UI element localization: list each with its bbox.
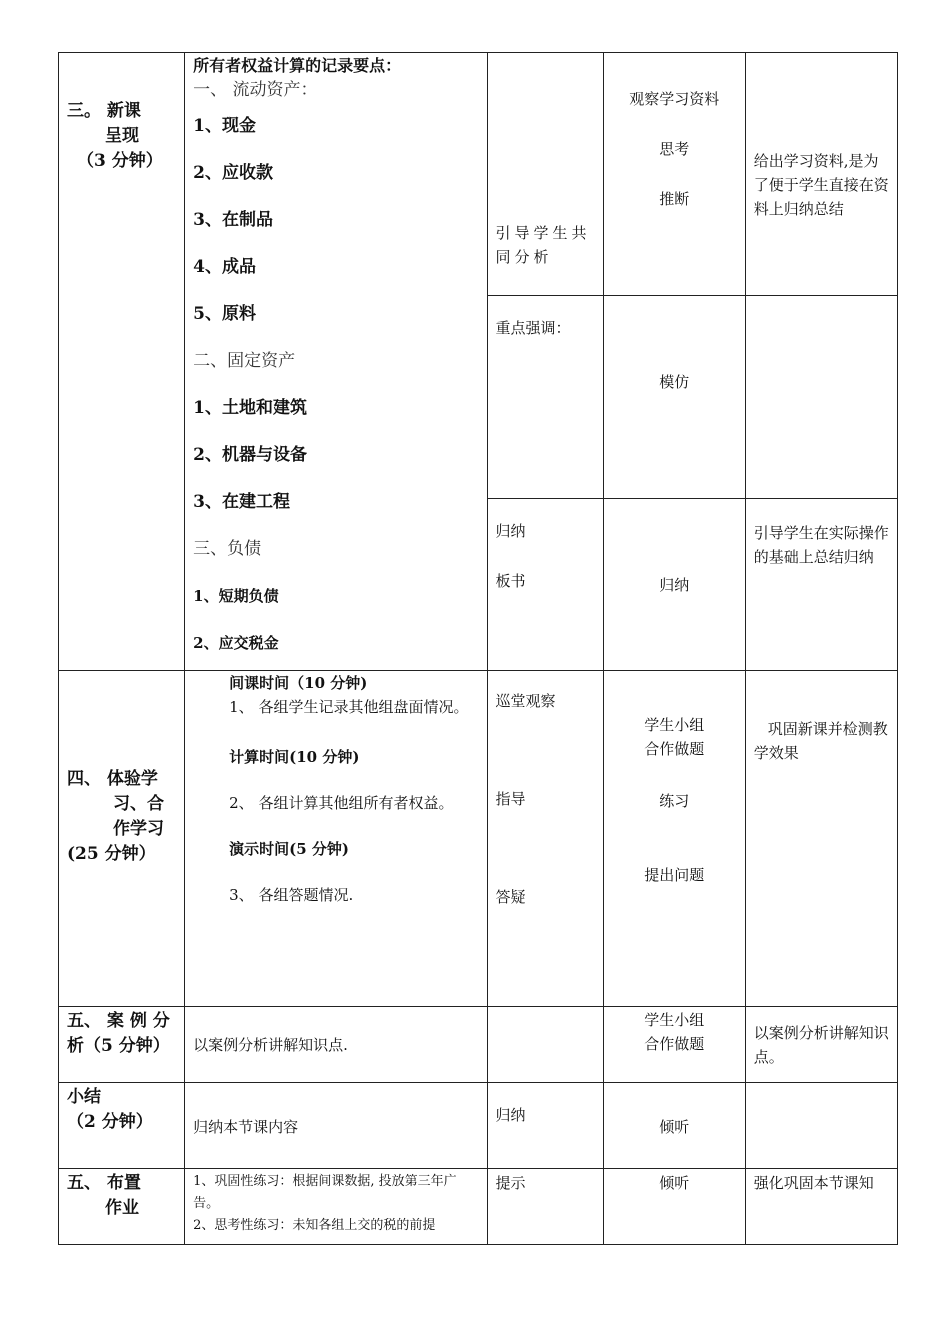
content-subheading: 一、 流动资产： [193,80,318,100]
teacher-activity: 归纳 [495,1106,526,1124]
stage-line: 小结 [67,1087,101,1107]
list-item: 1、短期负债 [193,587,279,605]
student-activity: 观察学习资料 [629,90,720,108]
lesson-plan-table [58,52,898,1245]
teacher-activity-cell [487,671,603,1007]
student-activity: 思考 [659,140,690,158]
design-intent: 以案例分析讲解知识点。 [753,1024,889,1066]
design-intent-cell [745,671,897,1007]
list-item: 2、应交税金 [193,634,279,652]
stage-line: 呈现 [105,126,139,146]
content-subheading: 三、负债 [193,539,262,559]
student-activity: 模仿 [659,373,690,391]
student-activity: 练习 [659,792,690,810]
stage-line: （2 分钟） [67,1112,153,1132]
teacher-activity: 巡堂观察 [495,692,556,710]
student-activity: 推断 [659,190,690,208]
design-intent-cell [745,1007,897,1083]
teacher-activity-cell [487,1169,603,1245]
student-activity: 学生小组 [644,1011,705,1029]
list-item: 2、应收款 [193,163,273,183]
section-heading: 计算时间(10 分钟) [229,748,360,766]
content-cell [185,671,487,1007]
content-text: 以案例分析讲解知识点. [193,1036,348,1054]
student-activity-cell [603,1083,745,1169]
student-activity-cell [603,53,745,296]
stage-line: （3 分钟） [77,151,163,171]
design-intent-cell [745,499,897,671]
student-activity-cell [603,671,745,1007]
stage-line: 作业 [105,1198,139,1218]
stage-line: 五、 布置 [67,1173,141,1193]
student-activity: 合作做题 [644,740,705,758]
teacher-activity-cell [487,296,603,499]
list-item: 3、在建工程 [193,492,290,512]
stage-line: 五、 案 例 分 [67,1011,170,1031]
stage-line: 析（5 分钟） [67,1036,170,1056]
content-cell [185,1169,487,1245]
teacher-activity-cell [487,1007,603,1083]
list-item: 2、机器与设备 [193,445,307,465]
teacher-activity-cell [487,1083,603,1169]
table-row [59,1007,898,1083]
design-intent-cell [745,1083,897,1169]
content-subheading: 二、固定资产 [193,351,296,371]
homework-item: 1、巩固性练习：根据间课数据, 投放第三年广告。 [193,1174,457,1211]
stage-cell [59,53,185,671]
teacher-activity: 重点强调： [495,319,571,337]
list-item: 1、现金 [193,116,256,136]
design-intent-cell [745,1169,897,1245]
homework-item: 2、思考性练习：未知各组上交的税的前提 [193,1218,436,1233]
list-item: 5、原料 [193,304,256,324]
table-row [59,53,898,296]
student-activity: 合作做题 [644,1035,705,1053]
stage-cell [59,1007,185,1083]
content-cell [185,1007,487,1083]
stage-cell [59,1083,185,1169]
list-item: 1、 各组学生记录其他组盘面情况。 [229,698,469,716]
table-row [59,1083,898,1169]
content-cell [185,53,487,671]
design-intent-cell [745,53,897,296]
list-item: 2、 各组计算其他组所有者权益。 [229,794,454,812]
student-activity-cell [603,499,745,671]
student-activity: 归纳 [659,576,690,594]
stage-line: 四、 体验学 [67,769,158,789]
student-activity-cell [603,1007,745,1083]
teacher-activity-cell [487,499,603,671]
design-intent: 给出学习资料,是为了便于学生直接在资料上归纳总结 [753,152,889,218]
student-activity-cell [603,1169,745,1245]
teacher-activity: 指导 [495,790,526,808]
design-intent: 强化巩固本节课知 [753,1174,874,1192]
stage-line: (25 分钟） [67,844,156,864]
content-text: 归纳本节课内容 [193,1118,299,1136]
student-activity: 倾听 [659,1118,690,1136]
section-heading: 演示时间(5 分钟) [229,840,349,858]
design-intent: 引导学生在实际操作的基础上总结归纳 [753,524,889,566]
design-intent: 巩固新课并检测教学效果 [753,720,888,762]
stage-cell [59,1169,185,1245]
stage-cell [59,671,185,1007]
table-row [59,671,898,1007]
list-item: 3、在制品 [193,210,273,230]
teacher-activity: 提示 [495,1174,526,1192]
table-row [59,1169,898,1245]
list-item: 4、成品 [193,257,256,277]
stage-line: 习、合 [113,794,164,814]
teacher-activity: 板书 [495,572,526,590]
content-title: 所有者权益计算的记录要点： [193,56,402,75]
teacher-activity: 答疑 [495,888,526,906]
teacher-activity: 归纳 [495,522,526,540]
content-cell [185,1083,487,1169]
student-activity: 提出问题 [644,866,705,884]
teacher-activity-cell [487,53,603,296]
student-activity: 倾听 [659,1174,690,1192]
teacher-activity: 引导学生共同分析 [495,224,591,266]
list-item: 1、土地和建筑 [193,398,307,418]
student-activity-cell [603,296,745,499]
list-item: 3、 各组答题情况. [229,886,354,904]
section-heading: 间课时间（10 分钟) [229,674,368,692]
stage-line: 作学习 [113,819,164,839]
student-activity: 学生小组 [644,716,705,734]
stage-line: 三。 新课 [67,101,141,121]
design-intent-cell [745,296,897,499]
